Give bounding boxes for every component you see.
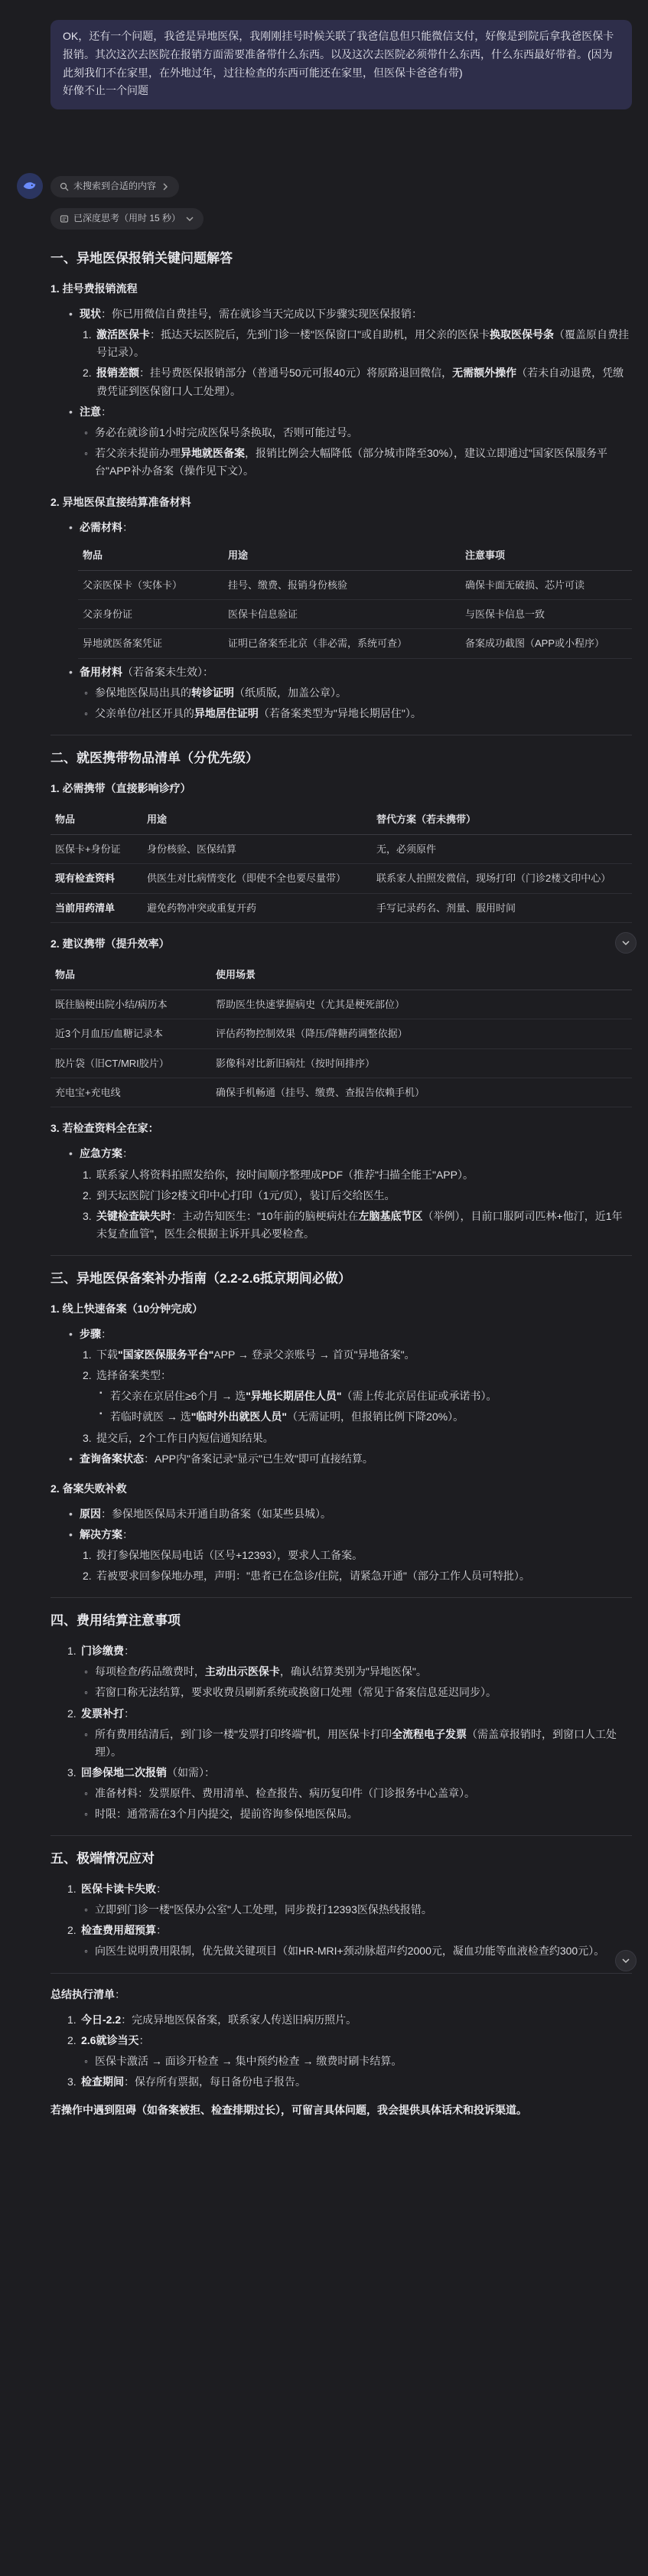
section-3-sub-1: 1. 线上快速备案（10分钟完成） [50,1302,204,1315]
user-message-text: OK，还有一个问题，我爸是异地医保，我刚刚挂号时候关联了我爸信息但只能微信支付，好像是到院后拿我爸医保卡报销。其次这次去医院在报销方面需要准备带什么东西。以及这次去医院必须带什么东西，什么东西最好带着。(因为此刻我们不在家里，在外地过年，过往检查的东西可能还在家里，但医保卡爸爸有带) [63,30,614,79]
table-header: 替代方案（若未携带） [372,805,632,834]
section-4-title: 四、费用结算注意事项 [50,1613,181,1629]
table-row: 既往脑梗出院小结/病历本 帮助医生快速掌握病史（尤其是梗死部位） [50,990,632,1019]
chevron-down-icon [621,938,630,947]
table-header: 使用场景 [211,960,632,990]
list-item: 3. 回参保地二次报销（如需）： [67,1766,215,1779]
materials-table-wrap [78,541,632,659]
list-item: • 解决方案： [64,1526,632,1544]
chevron-down-icon [621,1956,630,1965]
section-1-title: 一、异地医保报销关键问题解答 [50,251,233,266]
list-item: 1. 医保卡读卡失败： [67,1883,167,1896]
list-item: ◦ 所有费用结清后，到门诊一楼"发票打印终端"机，用医保卡打印全流程电子发票（需盖章报销时，到窗口人工处理）。 [80,1726,632,1761]
table-header: 物品 [50,805,142,834]
list-item: 3. 检查期间：保存所有票据，每日备份电子报告。 [67,2075,306,2088]
list-item: 3. 提交后，2个工作日内短信通知结果。 [83,1431,274,1444]
section-3-sub-2: 2. 备案失败补救 [50,1482,127,1495]
table-row: 医保卡+身份证 身份核验、医保结算 无，必须原件 [50,834,632,863]
list-item: ◦ 每项检查/药品缴费时，主动出示医保卡，确认结算类别为"异地医保"。 [80,1663,632,1681]
list-item: 3. 关键检查缺失时：主动告知医生："10年前的脑梗病灶在左脑基底节区（举例），目前口服阿司匹林+他汀，近1年未复查血管"，医生会根据主诉开具必要检查。 [83,1209,623,1240]
suggested-carry-table [50,960,632,1107]
table-row: 近3个月血压/血糖记录本 评估药物控制效果（降压/降糖药调整依据） [50,1019,632,1048]
thinking-chip-label: 已深度思考（用时 15 秒） [73,213,181,224]
list-item: • 原因：参保地医保局未开通自助备案（如某些县城）。 [64,1505,632,1523]
section-2-sub-2: 2. 建议携带（提升效率） [50,937,170,951]
list-item: 1. 门诊缴费： [67,1645,135,1658]
chevron-down-icon [185,214,194,223]
closing-note: 若操作中遇到阻碍（如备案被拒、检查排期过长），可留言具体问题，我会提供具体话术和投诉渠道。 [50,2103,527,2116]
section-1-sub-1: 1. 挂号费报销流程 [50,282,138,295]
user-message-bubble [50,20,632,109]
list-item: ◦ 时限：通常需在3个月内提交，提前咨询参保地医保局。 [80,1805,632,1823]
list-item: 2. 2.6就诊当天： [67,2033,150,2046]
list-item: ◦ 若父亲未提前办理异地就医备案，报销比例会大幅降低（部分城市降至30%），建议立即通过"国家医保服务平台"APP补办备案（操作见下文）。 [80,445,632,480]
deep-thinking-chip[interactable] [50,208,204,230]
list-item: • 备用材料（若备案未生效）： [64,664,632,681]
search-result-chip[interactable] [50,176,179,197]
table-row: 现有检查资料 供医生对比病情变化（即使不全也要尽量带） 联系家人拍照发微信，现场打印（门诊2楼文印中心） [50,864,632,893]
table-header: 物品 [78,541,223,570]
section-1-sub-2: 2. 异地医保直接结算准备材料 [50,495,191,508]
assistant-avatar [17,173,43,199]
table-header: 物品 [50,960,211,990]
list-item: 2. 选择备案类型： [83,1369,171,1382]
chevron-right-icon [161,182,170,191]
table-row: 胶片袋（旧CT/MRI胶片） 影像科对比新旧病灶（按时间排序） [50,1048,632,1078]
table-row: 充电宝+充电线 确保手机畅通（挂号、缴费、查报告依赖手机） [50,1078,632,1107]
table-header: 注意事项 [461,541,632,570]
list-item: ◦ 医保卡激活 → 面诊开检查 → 集中预约检查 → 缴费时刷卡结算。 [80,2053,632,2070]
divider [50,1973,632,1974]
list-item: ◦ 若窗口称无法结算，要求收费员刷新系统或换窗口处理（常见于备案信息延迟同步）。 [80,1684,632,1701]
summary-title: 总结执行清单： [50,1987,125,2000]
assistant-response [50,242,632,2119]
scroll-down-button[interactable] [615,1950,637,1971]
divider [50,1597,632,1598]
materials-table [78,541,632,659]
list-item: ◦ 务必在就诊前1小时完成医保号条换取，否则可能过号。 [80,424,632,442]
section-2-sub-3: 3. 若检查资料全在家： [50,1122,159,1135]
section-3-title: 三、异地医保备案补办指南（2.2-2.6抵京期间必做） [50,1270,351,1286]
list-item: 1. 激活医保卡：抵达天坛医院后，先到门诊一楼"医保窗口"或自助机，用父亲的医保卡换取医保号条（覆盖原自费挂号记录）。 [83,328,629,359]
section-5-title: 五、极端情况应对 [50,1851,155,1867]
user-message-followup: 好像不止一个问题 [63,84,148,97]
list-item: 1. 今日-2.2：完成异地医保备案，联系家人传送旧病历照片。 [67,2013,357,2026]
must-carry-table [50,805,632,923]
table-header: 用途 [223,541,461,570]
list-item: 2. 到天坛医院门诊2楼文印中心打印（1元/页），装订后交给医生。 [83,1189,396,1202]
list-item: • 步骤： [64,1325,632,1343]
list-item: ◦ 父亲单位/社区开具的异地居住证明（若备案类型为"异地长期居住"）。 [80,705,632,722]
divider [50,1835,632,1836]
list-item: 2. 发票补打： [67,1707,135,1720]
table-header: 用途 [142,805,372,834]
search-icon [60,182,69,191]
list-item: ◦ 向医生说明费用限制，优先做关键项目（如HR-MRI+颈动脉超声约2000元，凝血功能等血液检查约300元）。 [80,1942,632,1960]
list-item: ◦ 准备材料：发票原件、费用清单、检查报告、病历复印件（门诊报务中心盖章）。 [80,1785,632,1802]
list-item: ▪ 若临时就医 → 选"临时外出就医人员"（无需证明，但报销比例下降20%）。 [95,1408,632,1426]
divider [50,1255,632,1256]
table-row: 当前用药清单 避免药物冲突或重复开药 手写记录药名、剂量、服用时间 [50,893,632,922]
list-item: ◦ 参保地医保局出具的转诊证明（纸质版，加盖公章）。 [80,684,632,702]
list-item: 2. 若被要求回参保地办理，声明："患者已在急诊/住院，请紧急开通"（部分工作人员可特批）。 [83,1570,530,1583]
search-chip-label: 未搜索到合适的内容 [73,181,157,192]
list-item: • 注意： [64,403,632,421]
list-item: 2. 检查费用超预算： [67,1924,167,1937]
list-item: ◦ 立即到门诊一楼"医保办公室"人工处理，同步拨打12393医保热线报错。 [80,1901,632,1919]
list-item: 1. 拨打参保地医保局电话（区号+12393），要求人工备案。 [83,1549,363,1562]
thinking-icon [60,214,69,223]
list-item: 2. 报销差额：挂号费医保报销部分（普通号50元可报40元）将原路退回微信，无需额外操作（若未自动退费，凭缴费凭证到医保窗口人工处理）。 [83,367,624,397]
whale-logo-icon [21,178,38,194]
list-item: • 现状：你已用微信自费挂号，需在就诊当天完成以下步骤实现医保报销： [64,305,632,323]
scroll-down-button[interactable] [615,932,637,954]
section-2-title: 二、就医携带物品清单（分优先级） [50,751,259,766]
list-item: 1. 下载"国家医保服务平台"APP → 登录父亲账号 → 首页"异地备案"。 [83,1348,415,1361]
table-row: 父亲身份证 医保卡信息验证 与医保卡信息一致 [78,600,632,629]
list-item: • 应急方案： [64,1145,632,1162]
list-item: 1. 联系家人将资料拍照发给你，按时间顺序整理成PDF（推荐"扫描全能王"APP）。 [83,1168,474,1181]
list-item: • 必需材料： [64,519,632,536]
section-2-sub-1: 1. 必需携带（直接影响诊疗） [50,782,191,795]
list-item: • 查询备案状态：APP内"备案记录"显示"已生效"即可直接结算。 [64,1450,632,1468]
list-item: ▪ 若父亲在京居住≥6个月 → 选"异地长期居住人员"（需上传北京居住证或承诺书）。 [95,1387,632,1405]
table-row: 异地就医备案凭证 证明已备案至北京（非必需，系统可查） 备案成功截图（APP或小程序） [78,629,632,658]
table-row: 父亲医保卡（实体卡） 挂号、缴费、报销身份核验 确保卡面无破损、芯片可读 [78,570,632,599]
